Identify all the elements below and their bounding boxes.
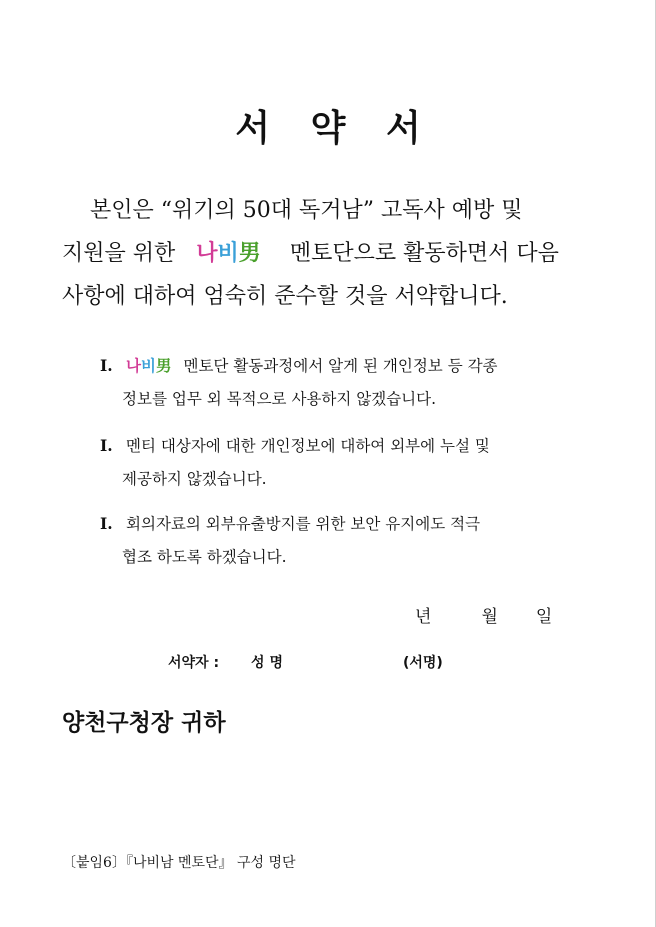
- item-number: Ⅰ.: [100, 356, 113, 375]
- date-day: 일: [535, 607, 553, 627]
- document-title: [0, 100, 656, 151]
- date-line: [415, 602, 552, 627]
- date-year: 년: [415, 607, 432, 627]
- item-line-2: 정보를 업무 외 목적으로 사용하지 않겠습니다.: [122, 390, 437, 408]
- signature-seal: (서명): [402, 655, 443, 671]
- brand-logo: 나비男: [196, 241, 261, 266]
- item-line-2: 제공하지 않겠습니다.: [122, 470, 267, 488]
- item-line-1: 회의자료의 외부유출방지를 위한 보안 유지에도 적극: [126, 515, 481, 533]
- intro-line-3: 사항에 대하여 엄숙히 준수할 것을 서약합니다.: [62, 284, 508, 309]
- intro-line-2-pre: 지원을 위한: [62, 241, 176, 266]
- item-line-1: 멘티 대상자에 대한 개인정보에 대하여 외부에 누설 및: [126, 437, 490, 455]
- intro-line-1: 본인은 “위기의 50대 독거남” 고독사 예방 및: [90, 198, 523, 223]
- item-number: Ⅰ.: [100, 436, 113, 455]
- brand-logo: 나비男: [126, 357, 172, 375]
- item-line-2: 협조 하도록 하겠습니다.: [122, 548, 287, 566]
- intro-line-2-post: 멘토단으로 활동하면서 다음: [289, 241, 559, 266]
- name-label: 성 명: [251, 655, 283, 671]
- signer-label: 서약자 :: [168, 655, 220, 671]
- date-month: 월: [481, 607, 498, 627]
- title-char-3: 서: [385, 107, 421, 149]
- attachment-heading: 〔붙임6〕『나비남 멘토단』 구성 명단: [62, 855, 296, 871]
- intro-line-2: [62, 232, 559, 275]
- item-number: Ⅰ.: [100, 514, 113, 533]
- addressee: 양천구청장 귀하: [62, 710, 226, 736]
- title-char-2: 약: [310, 107, 346, 149]
- title-char-1: 서: [235, 107, 271, 149]
- signature-line: [168, 652, 443, 672]
- item-line-1: 나비男 멘토단 활동과정에서 알게 된 개인정보 등 각종: [126, 357, 498, 375]
